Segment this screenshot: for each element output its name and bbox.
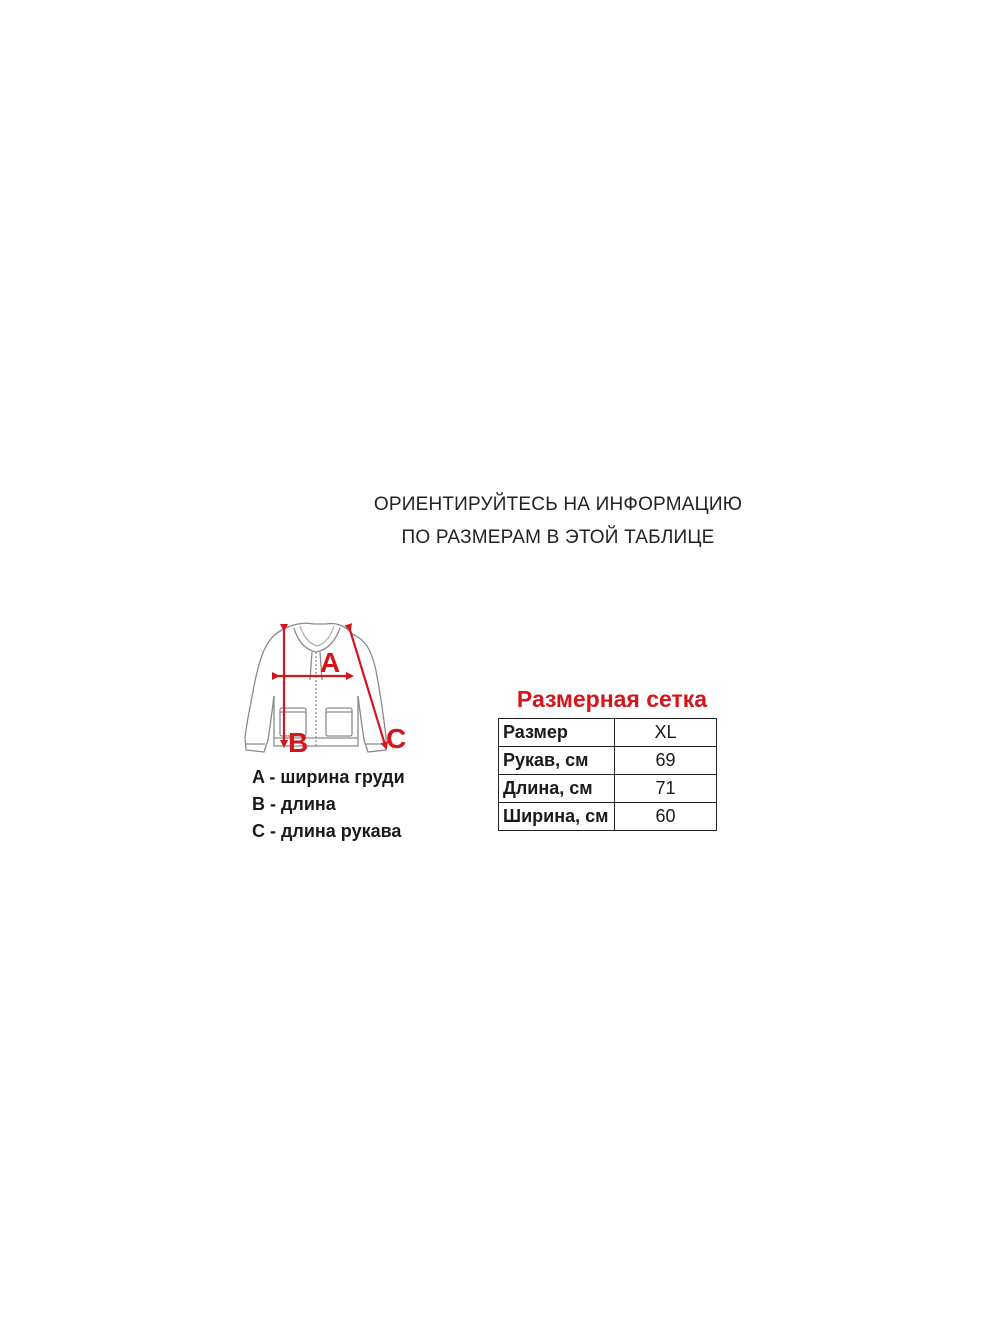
intro-line-1: ОРИЕНТИРУЙТЕСЬ НА ИНФОРМАЦИЮ	[373, 494, 743, 515]
table-cell-label: Рукав, см	[499, 747, 615, 775]
table-cell-value: XL	[615, 719, 717, 747]
table-cell-value: 60	[615, 803, 717, 831]
table-row	[499, 747, 717, 775]
legend-item-a: A - ширина груди	[252, 767, 405, 787]
table-cell-label: Длина, см	[499, 775, 615, 803]
intro-text	[340, 488, 776, 554]
legend-item-c: C - длина рукава	[252, 821, 402, 841]
jacket-measurement-diagram	[236, 616, 426, 764]
jacket-outline	[245, 623, 386, 752]
label-c: C	[386, 723, 407, 754]
size-chart-title: Размерная сетка	[516, 686, 708, 712]
label-a: A	[320, 647, 341, 678]
size-chart-table	[498, 718, 717, 831]
measurement-legend	[252, 764, 405, 845]
label-b: B	[288, 727, 309, 758]
table-row	[499, 775, 717, 803]
table-cell-label: Ширина, см	[499, 803, 615, 831]
table-row	[499, 719, 717, 747]
table-cell-value: 71	[615, 775, 717, 803]
intro-line-2: ПО РАЗМЕРАМ В ЭТОЙ ТАБЛИЦЕ	[401, 527, 715, 548]
legend-item-b: B - длина	[252, 794, 336, 814]
table-row	[499, 803, 717, 831]
table-cell-label: Размер	[499, 719, 615, 747]
table-cell-value: 69	[615, 747, 717, 775]
